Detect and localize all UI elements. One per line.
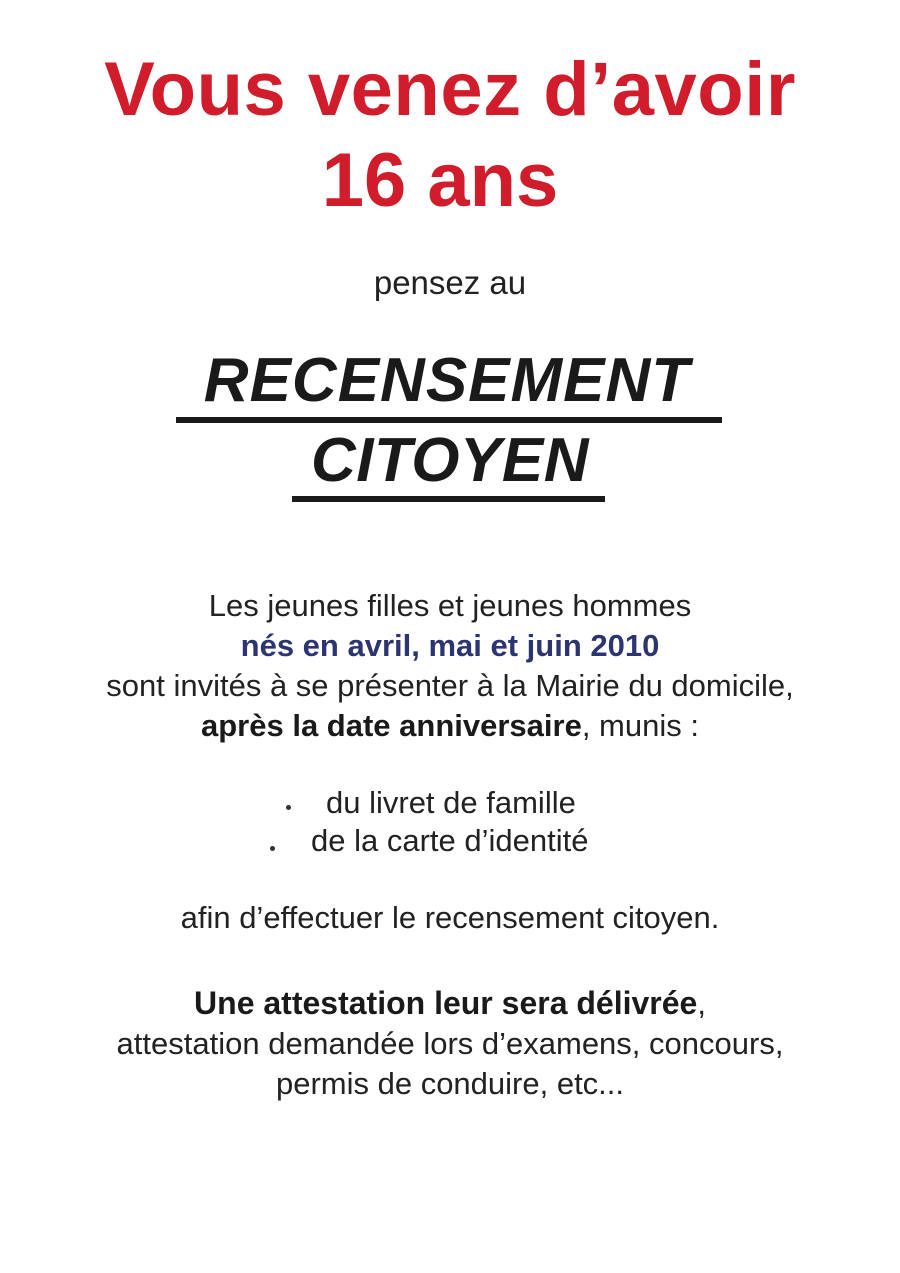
attestation-emphasis: Une attestation leur sera délivrée [194,985,698,1021]
title-underline-1 [176,417,722,423]
headline-line-1: Vous venez d’avoir [104,47,796,132]
title-underline-2 [292,496,605,502]
headline-line-2: 16 ans [321,138,559,223]
body-line-4-rest: , munis : [581,708,699,743]
list-item: de la carte d’identité [311,823,589,858]
bullet-icon [286,805,291,810]
body-line-1: Les jeunes filles et jeunes hommes [208,588,692,623]
title-line-2: CITOYEN [311,426,589,495]
bullet-icon [270,846,275,851]
purpose-text: afin d’effectuer le recensement citoyen. [180,900,720,935]
list-item: du livret de famille [326,785,576,820]
closing-line-2: attestation demandée lors d’examens, concours, [116,1026,784,1061]
title-line-1: RECENSEMENT [203,346,691,415]
closing-line-1-suffix: , [697,986,706,1021]
intro-text: pensez au [373,264,527,301]
body-paragraph [0,586,900,746]
birth-period: nés en avril, mai et juin 2010 [240,628,660,663]
closing-line-3: permis de conduire, etc... [275,1066,625,1101]
body-line-3: sont invités à se présenter à la Mairie du domicile, [106,668,794,703]
closing-paragraph [0,983,900,1104]
body-line-4 [0,706,900,746]
closing-line-1 [0,983,900,1024]
anniversary-emphasis: après la date anniversaire [201,708,582,743]
